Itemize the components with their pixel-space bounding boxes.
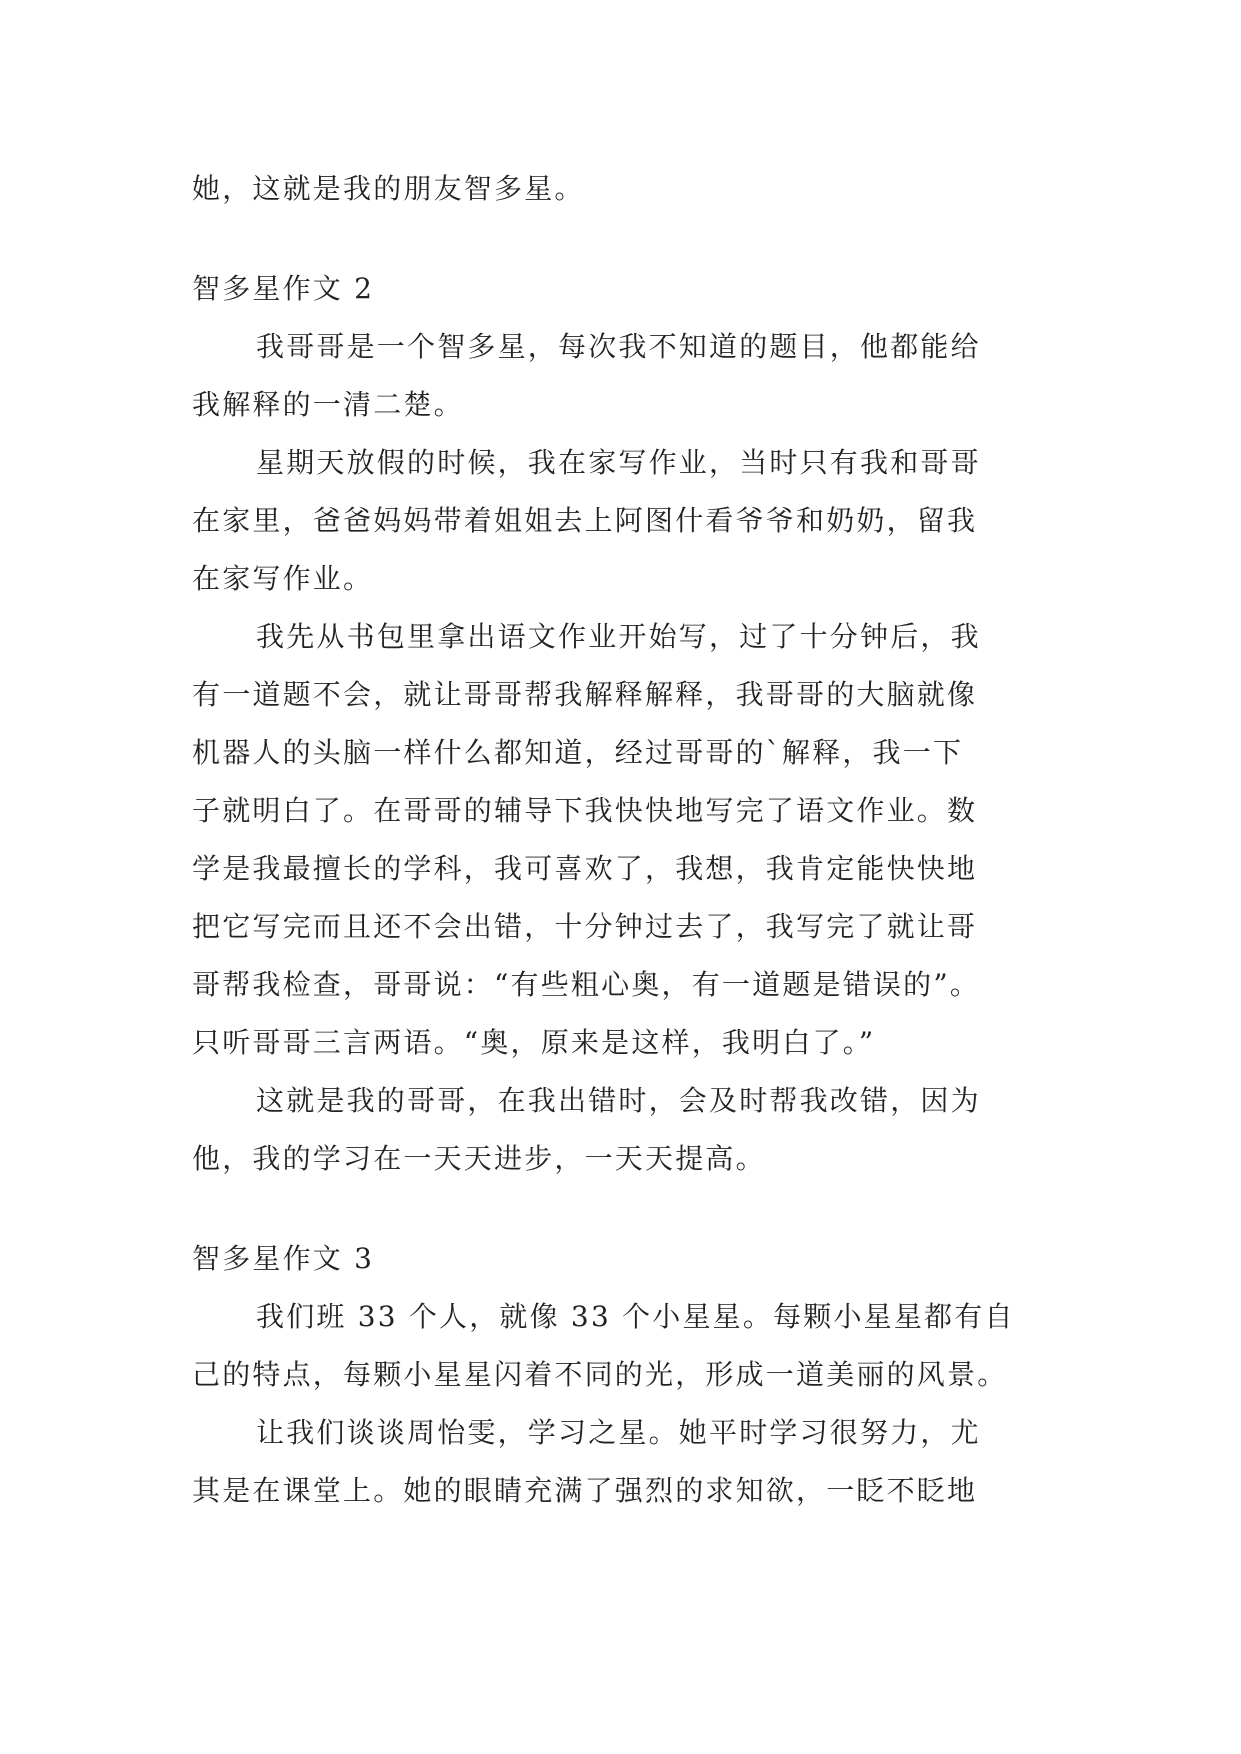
text-line: 这就是我的哥哥，在我出错时，会及时帮我改错，因为 bbox=[256, 1084, 981, 1117]
text-line: 我哥哥是一个智多星，每次我不知道的题目，他都能给 bbox=[256, 330, 981, 363]
paragraph bbox=[192, 608, 1058, 1072]
paragraph bbox=[192, 1404, 1058, 1520]
text-line: 子就明白了。在哥哥的辅导下我快快地写完了语文作业。数 bbox=[192, 794, 978, 827]
paragraph bbox=[192, 1288, 1058, 1404]
section-title: 智多星作文 2 bbox=[192, 272, 375, 305]
text-line: 我们班 33 个人，就像 33 个小星星。每颗小星星都有自 bbox=[256, 1300, 1015, 1333]
text-line: 只听哥哥三言两语。“奥，原来是这样，我明白了。” bbox=[192, 1026, 876, 1059]
paragraph bbox=[192, 1072, 1058, 1188]
paragraph bbox=[192, 434, 1058, 608]
text-line: 机器人的头脑一样什么都知道，经过哥哥的`解释，我一下 bbox=[192, 736, 964, 769]
text-line: 在家写作业。 bbox=[192, 562, 374, 595]
paragraph bbox=[192, 318, 1058, 434]
text-line: 学是我最擅长的学科，我可喜欢了，我想，我肯定能快快地 bbox=[192, 852, 978, 885]
text-line: 星期天放假的时候，我在家写作业，当时只有我和哥哥 bbox=[256, 446, 981, 479]
text-line: 我解释的一清二楚。 bbox=[192, 388, 464, 421]
text-line: 其是在课堂上。她的眼睛充满了强烈的求知欲，一眨不眨地 bbox=[192, 1474, 978, 1507]
section-gap bbox=[192, 218, 1058, 260]
text-line: 有一道题不会，就让哥哥帮我解释解释，我哥哥的大脑就像 bbox=[192, 678, 978, 711]
document-body bbox=[192, 160, 1058, 1520]
section-gap bbox=[192, 1188, 1058, 1230]
text-line: 我先从书包里拿出语文作业开始写，过了十分钟后，我 bbox=[256, 620, 981, 653]
text-line: 把它写完而且还不会出错，十分钟过去了，我写完了就让哥 bbox=[192, 910, 978, 943]
text-line: 己的特点，每颗小星星闪着不同的光，形成一道美丽的风景。 bbox=[192, 1358, 1008, 1391]
text-line: 让我们谈谈周怡雯，学习之星。她平时学习很努力，尤 bbox=[256, 1416, 981, 1449]
section-title: 智多星作文 3 bbox=[192, 1242, 375, 1275]
text-line: 哥帮我检查，哥哥说：“有些粗心奥，有一道题是错误的”。 bbox=[192, 968, 981, 1001]
text-line: 他，我的学习在一天天进步，一天天提高。 bbox=[192, 1142, 766, 1175]
text-line: 在家里，爸爸妈妈带着姐姐去上阿图什看爷爷和奶奶，留我 bbox=[192, 504, 978, 537]
text-line: 她，这就是我的朋友智多星。 bbox=[192, 172, 585, 205]
